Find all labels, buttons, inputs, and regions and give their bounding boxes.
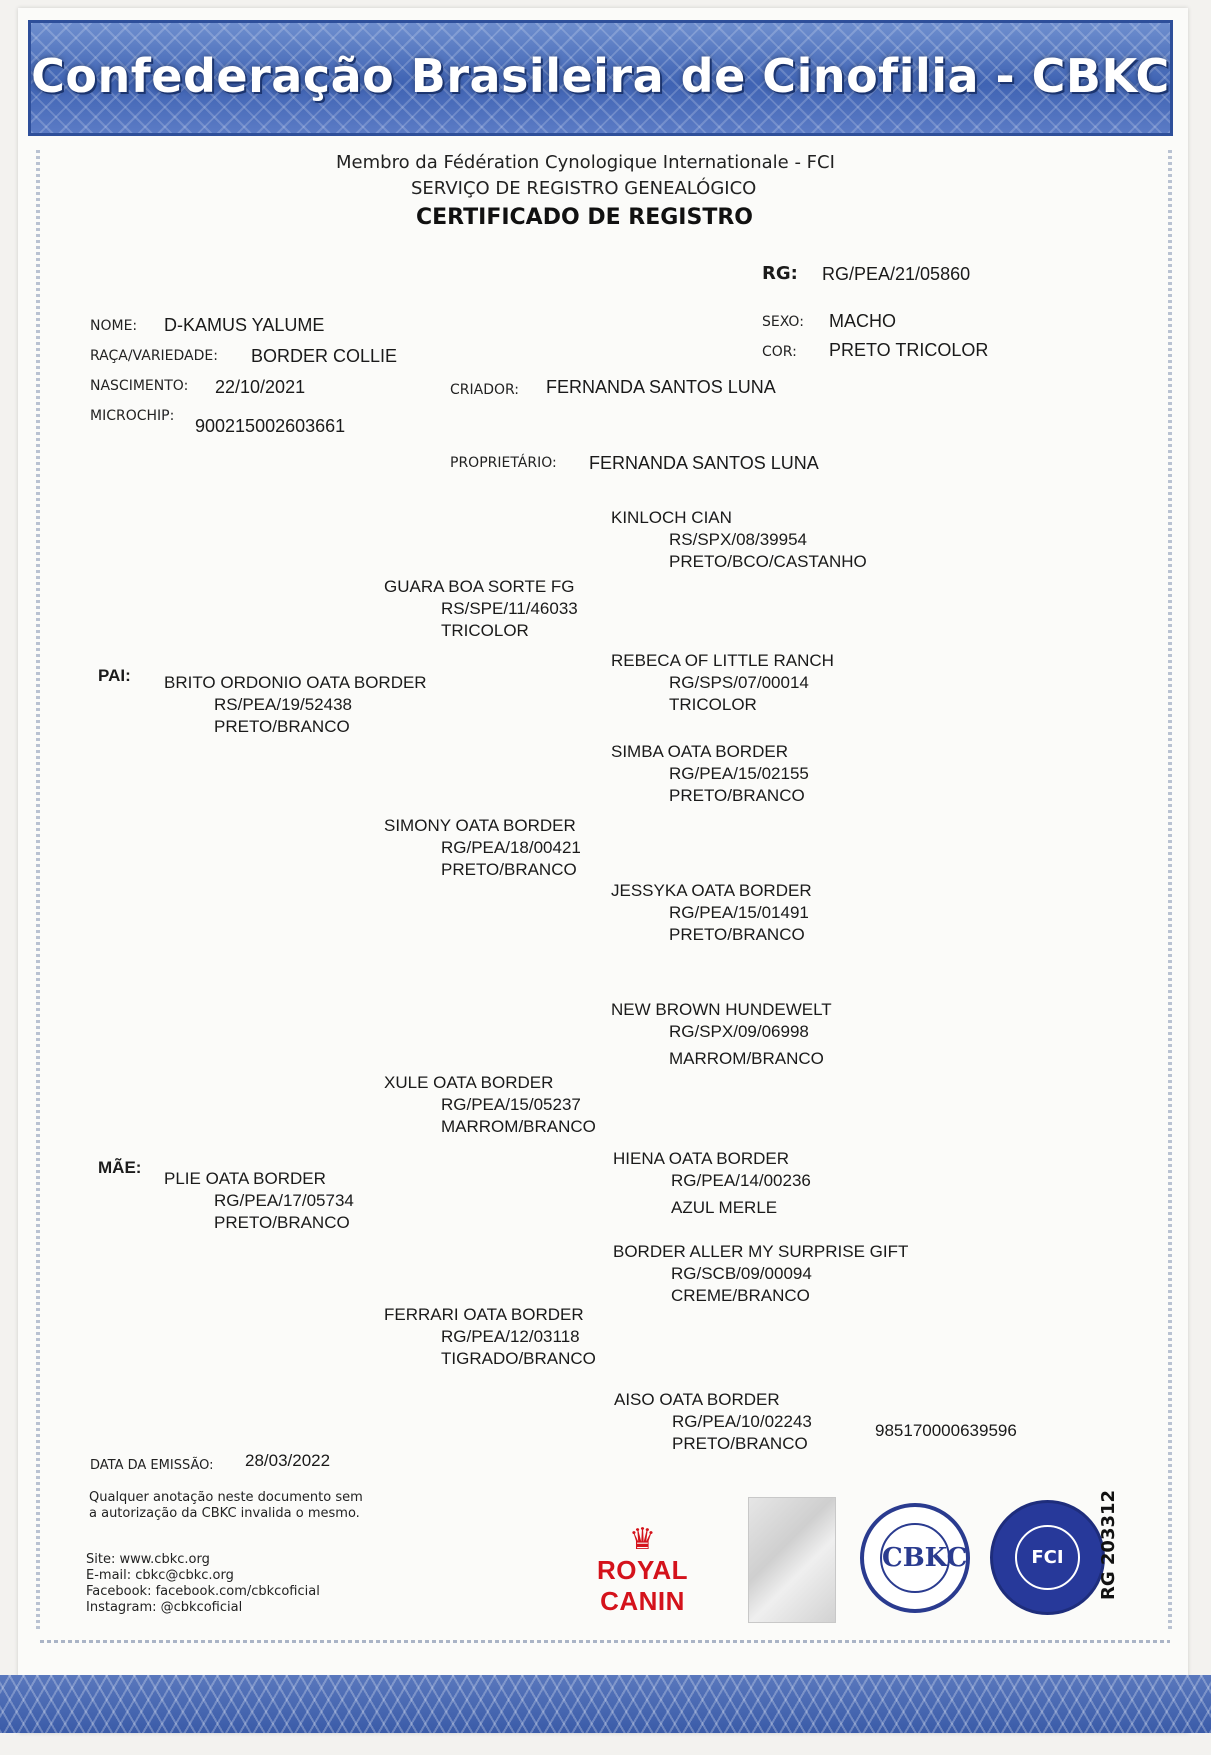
great-grandparent-name: SIMBA OATA BORDER	[611, 742, 788, 761]
great-grandparent-color: AZUL MERLE	[671, 1198, 778, 1217]
grandparent-name: SIMONY OATA BORDER	[384, 816, 576, 835]
cor-label: COR:	[762, 344, 797, 360]
grandparent-name: XULE OATA BORDER	[384, 1073, 554, 1092]
great-grandparent-entry	[611, 507, 867, 573]
grandparent-entry	[384, 1304, 596, 1370]
sexo-value: MACHO	[829, 311, 896, 331]
rg-value: RG/PEA/21/05860	[822, 264, 971, 284]
nome-label: NOME:	[90, 318, 138, 334]
great-grandparent-name: HIENA OATA BORDER	[613, 1149, 790, 1168]
nome-value: D-KAMUS YALUME	[164, 315, 325, 335]
great-grandparent-color: TRICOLOR	[669, 695, 757, 714]
great-grandparent-entry	[611, 741, 809, 807]
grandparent-color: TIGRADO/BRANCO	[441, 1349, 596, 1368]
banner-title: Confederação Brasileira de Cinofilia - CBKC	[31, 49, 1170, 103]
microtext-line	[40, 1640, 1170, 1643]
great-grandparent-name: NEW BROWN HUNDEWELT	[611, 1000, 832, 1019]
extra-chip-number: 985170000639596	[875, 1421, 1017, 1440]
microchip-value: 900215002603661	[195, 416, 346, 436]
great-grandparent-name: AISO OATA BORDER	[614, 1390, 780, 1409]
nascimento-label: NASCIMENTO:	[90, 378, 189, 394]
disclaimer-line-1: Qualquer anotação neste documento sem	[89, 1490, 363, 1505]
great-grandparent-reg: RG/SPS/07/00014	[669, 673, 809, 692]
header-banner	[28, 20, 1173, 136]
disclaimer	[89, 1490, 363, 1522]
sire-color: PRETO/BRANCO	[214, 717, 350, 736]
microchip-label: MICROCHIP:	[90, 408, 175, 424]
great-grandparent-reg: RG/PEA/15/01491	[669, 903, 809, 922]
dam-name: PLIE OATA BORDER	[164, 1169, 326, 1188]
grandparent-reg: RG/PEA/15/05237	[441, 1095, 581, 1114]
raca-label: RAÇA/VARIEDADE:	[90, 348, 218, 364]
great-grandparent-entry	[611, 650, 834, 716]
bottom-band	[0, 1675, 1211, 1733]
sponsor-name: ROYAL CANIN	[596, 1555, 689, 1616]
mae-label: MÃE:	[98, 1158, 142, 1177]
dam-reg: RG/PEA/17/05734	[214, 1191, 354, 1210]
great-grandparent-entry	[611, 880, 812, 946]
great-grandparent-reg: RG/PEA/15/02155	[669, 764, 809, 783]
fci-seal-icon	[990, 1500, 1105, 1615]
rg-label: RG:	[762, 263, 798, 284]
grandparent-color: TRICOLOR	[441, 621, 529, 640]
cbkc-seal-icon	[860, 1503, 970, 1613]
grandparent-color: PRETO/BRANCO	[441, 860, 577, 879]
great-grandparent-reg: RS/SPX/08/39954	[669, 530, 807, 549]
great-grandparent-color: PRETO/BCO/CASTANHO	[669, 552, 867, 571]
nascimento-value: 22/10/2021	[215, 377, 306, 397]
great-grandparent-color: MARROM/BRANCO	[669, 1049, 824, 1068]
certificate-sheet	[18, 8, 1188, 1733]
criador-label: CRIADOR:	[450, 382, 520, 398]
right-border	[1168, 150, 1172, 1630]
sire-name: BRITO ORDONIO OATA BORDER	[164, 673, 427, 692]
great-grandparent-entry	[614, 1389, 812, 1455]
emissao-value: 28/03/2022	[245, 1451, 331, 1470]
fci-seal-text: FCI	[1015, 1525, 1080, 1590]
great-grandparent-reg: RG/PEA/10/02243	[672, 1412, 812, 1431]
sexo-label: SEXO:	[762, 314, 804, 330]
grandparent-name: GUARA BOA SORTE FG	[384, 577, 575, 596]
grandparent-entry	[384, 576, 578, 642]
certificate-title: CERTIFICADO DE REGISTRO	[416, 205, 753, 230]
cbkc-seal-text: CBKC	[880, 1523, 950, 1593]
facebook-link[interactable]: Facebook: facebook.com/cbkcoficial	[86, 1584, 320, 1599]
great-grandparent-color: PRETO/BRANCO	[669, 786, 805, 805]
great-grandparent-name: REBECA OF LITTLE RANCH	[611, 651, 834, 670]
proprietario-value: FERNANDA SANTOS LUNA	[589, 453, 819, 473]
grandparent-entry	[384, 815, 581, 881]
dam-entry	[164, 1168, 354, 1234]
left-border	[36, 150, 40, 1630]
great-grandparent-name: KINLOCH CIAN	[611, 508, 732, 527]
great-grandparent-entry	[613, 1241, 908, 1307]
crown-icon: ♛	[629, 1523, 656, 1556]
raca-value: BORDER COLLIE	[251, 346, 398, 366]
contact-info	[86, 1552, 320, 1616]
emissao-label: DATA DA EMISSÃO:	[90, 1458, 214, 1473]
grandparent-color: MARROM/BRANCO	[441, 1117, 596, 1136]
email-link[interactable]: E-mail: cbkc@cbkc.org	[86, 1568, 234, 1583]
site-link[interactable]: Site: www.cbkc.org	[86, 1552, 210, 1567]
disclaimer-line-2: a autorização da CBKC invalida o mesmo.	[89, 1506, 360, 1521]
great-grandparent-reg: RG/SPX/09/06998	[669, 1022, 809, 1041]
great-grandparent-name: JESSYKA OATA BORDER	[611, 881, 812, 900]
great-grandparent-color: PRETO/BRANCO	[669, 925, 805, 944]
proprietario-label: PROPRIETÁRIO:	[450, 455, 557, 471]
great-grandparent-color: CREME/BRANCO	[671, 1286, 810, 1305]
hologram-icon	[748, 1497, 836, 1623]
great-grandparent-color: PRETO/BRANCO	[672, 1434, 808, 1453]
great-grandparent-name: BORDER ALLER MY SURPRISE GIFT	[613, 1242, 909, 1261]
sire-reg: RS/PEA/19/52438	[214, 695, 352, 714]
great-grandparent-entry	[611, 999, 832, 1070]
dam-color: PRETO/BRANCO	[214, 1213, 350, 1232]
great-grandparent-reg: RG/SCB/09/00094	[671, 1264, 812, 1283]
great-grandparent-entry	[613, 1148, 811, 1219]
grandparent-reg: RG/PEA/12/03118	[441, 1327, 580, 1346]
great-grandparent-reg: RG/PEA/14/00236	[671, 1171, 811, 1190]
pai-label: PAI:	[98, 666, 131, 685]
cor-value: PRETO TRICOLOR	[829, 340, 989, 360]
royal-canin-logo	[555, 1523, 730, 1616]
sire-entry	[164, 672, 427, 738]
serial-number: RG 203312	[1098, 1489, 1119, 1600]
registry-service-line: SERVIÇO DE REGISTRO GENEALÓGICO	[411, 178, 757, 199]
criador-value: FERNANDA SANTOS LUNA	[546, 377, 776, 397]
grandparent-entry	[384, 1072, 596, 1138]
grandparent-reg: RS/SPE/11/46033	[441, 599, 578, 618]
grandparent-reg: RG/PEA/18/00421	[441, 838, 581, 857]
grandparent-name: FERRARI OATA BORDER	[384, 1305, 584, 1324]
instagram-link[interactable]: Instagram: @cbkcoficial	[86, 1600, 243, 1615]
fci-member-line: Membro da Fédération Cynologique Internationale - FCI	[336, 152, 835, 173]
